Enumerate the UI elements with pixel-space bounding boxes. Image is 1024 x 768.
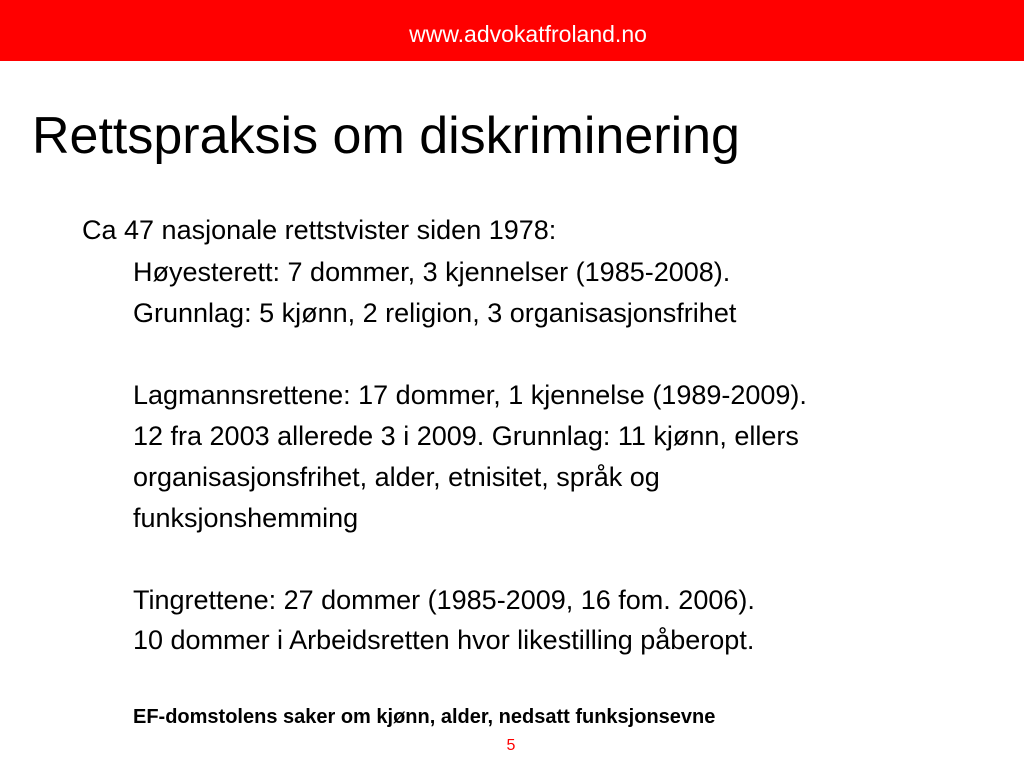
slide-title: Rettspraksis om diskriminering xyxy=(32,107,740,165)
lagmannsrettene-line-3: organisasjonsfrihet, alder, etnisitet, språk og xyxy=(133,462,660,492)
ef-court-note: EF-domstolens saker om kjønn, alder, nedsatt funksjonsevne xyxy=(133,706,716,728)
page-number xyxy=(0,737,1024,755)
tingrettene-line-1: Tingrettene: 27 dommer (1985-2009, 16 fom. 2006). xyxy=(133,585,755,615)
tingrettene-line-2: 10 dommer i Arbeidsretten hvor likestilling påberopt. xyxy=(133,625,755,655)
page-number-label: 5 xyxy=(506,737,516,754)
header-bar xyxy=(0,0,1024,61)
header-website-link[interactable]: www.advokatfroland.no xyxy=(409,21,647,47)
hoyesterett-line-1: Høyesterett: 7 dommer, 3 kjennelser (1985-2008). xyxy=(133,257,731,287)
lagmannsrettene-line-2: 12 fra 2003 allerede 3 i 2009. Grunnlag: 11 kjønn, ellers xyxy=(133,421,799,451)
hoyesterett-line-2: Grunnlag: 5 kjønn, 2 religion, 3 organisasjonsfrihet xyxy=(133,298,737,328)
intro-line: Ca 47 nasjonale rettstvister siden 1978: xyxy=(82,215,557,245)
lagmannsrettene-line-1: Lagmannsrettene: 17 dommer, 1 kjennelse (1989-2009). xyxy=(133,380,807,410)
lagmannsrettene-line-4: funksjonshemming xyxy=(133,503,359,533)
